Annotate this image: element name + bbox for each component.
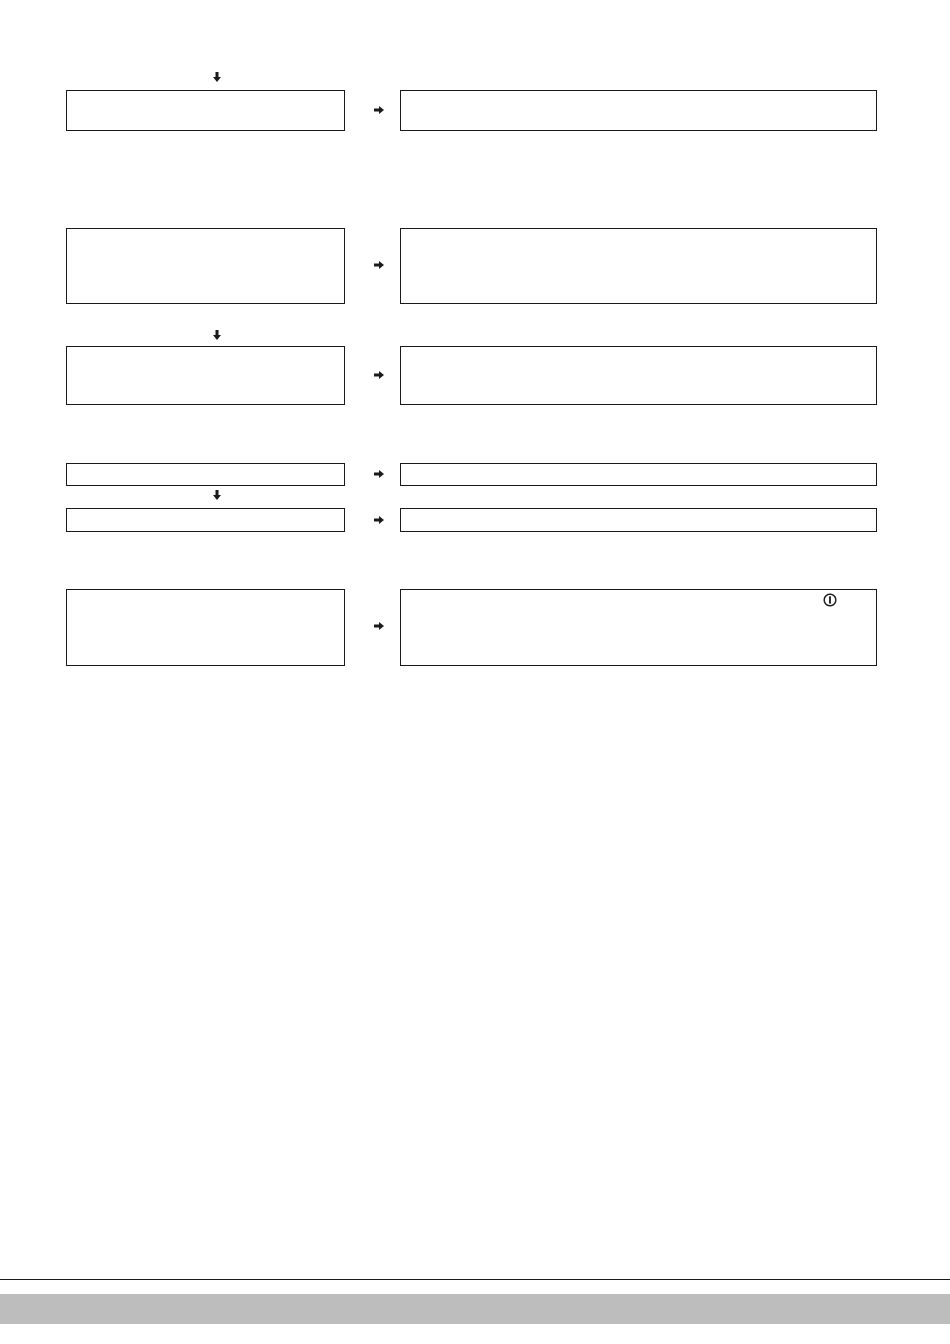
down-arrow-icon [213,72,221,82]
step-box-4 [66,463,345,486]
right-arrow-icon [374,106,384,114]
result-box-2 [400,228,877,304]
result-box-4 [400,463,877,486]
right-arrow-icon [374,470,384,478]
result-box-3 [400,346,877,405]
right-arrow-icon [374,261,384,269]
footer-rule [0,1279,950,1280]
footer-band [0,1294,950,1324]
right-arrow-icon [374,516,384,524]
step-box-5 [66,508,345,532]
step-box-6 [66,589,345,666]
result-box-1 [400,90,877,131]
result-box-5 [400,508,877,532]
right-arrow-icon [374,622,384,630]
power-icon [823,593,837,607]
step-box-2 [66,228,345,304]
step-box-1 [66,90,345,131]
step-box-3 [66,346,345,405]
down-arrow-icon [213,490,221,500]
right-arrow-icon [374,371,384,379]
result-box-6 [400,589,877,666]
down-arrow-icon [213,330,221,340]
